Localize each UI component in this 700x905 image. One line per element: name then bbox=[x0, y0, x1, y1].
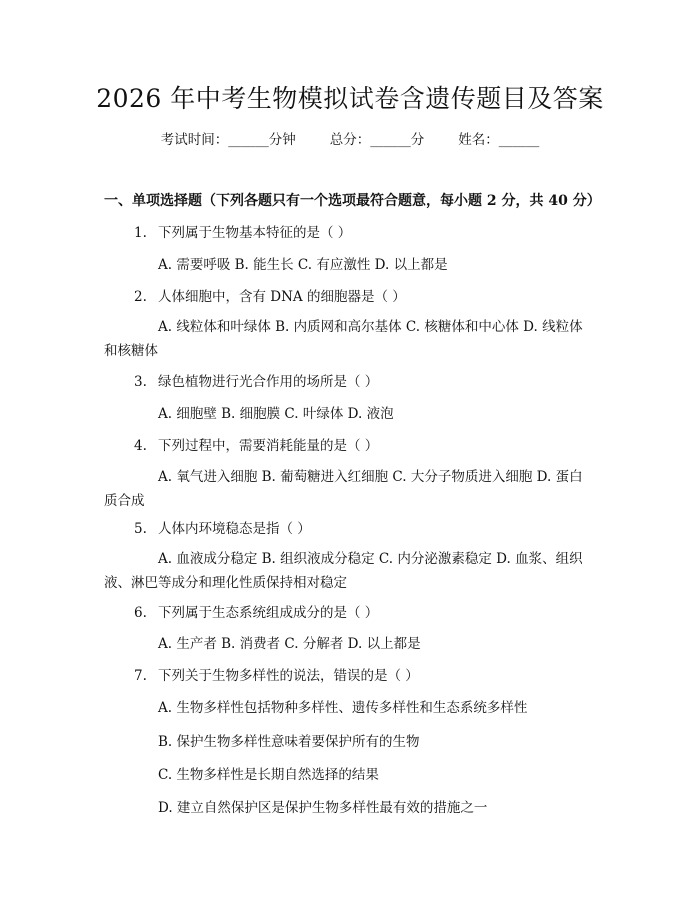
question-number: 4. bbox=[134, 438, 147, 454]
total-score-field: 总分：______分 bbox=[329, 132, 425, 148]
question-text: 下列过程中，需要消耗能量的是（ ） bbox=[158, 438, 379, 454]
question-7-option-c: C. 生物多样性是长期自然选择的结果 bbox=[158, 767, 379, 783]
question-number: 5. bbox=[134, 521, 147, 537]
question-7-option-b: B. 保护生物多样性意味着要保护所有的生物 bbox=[158, 734, 420, 750]
question-number: 3. bbox=[134, 374, 147, 390]
section-heading: 一、单项选择题（下列各题只有一个选项最符合题意，每小题 2 分，共 40 分） bbox=[104, 193, 601, 209]
question-4 bbox=[134, 436, 378, 456]
question-4-options: A. 氧气进入细胞 B. 葡萄糖进入红细胞 C. 大分子物质进入细胞 D. 蛋白质合成 bbox=[104, 469, 583, 509]
question-6-options: A. 生产者 B. 消费者 C. 分解者 D. 以上都是 bbox=[158, 636, 421, 652]
question-number: 2. bbox=[134, 289, 147, 305]
question-text: 下列关于生物多样性的说法，错误的是（ ） bbox=[158, 668, 419, 684]
question-text: 绿色植物进行光合作用的场所是（ ） bbox=[158, 374, 379, 390]
question-6 bbox=[134, 603, 378, 623]
question-number: 1. bbox=[134, 225, 147, 241]
question-number: 6. bbox=[134, 605, 147, 621]
question-2-options: A. 线粒体和叶绿体 B. 内质网和高尔基体 C. 核糖体和中心体 D. 线粒体和核糖体 bbox=[104, 319, 583, 359]
exam-title: 2026 年中考生物模拟试卷含遗传题目及答案 bbox=[96, 84, 604, 113]
question-7 bbox=[134, 666, 419, 686]
student-name-field: 姓名：______ bbox=[458, 132, 540, 148]
question-number: 7. bbox=[134, 668, 147, 684]
question-3-options: A. 细胞壁 B. 细胞膜 C. 叶绿体 D. 液泡 bbox=[158, 406, 394, 422]
question-text: 下列属于生物基本特征的是（ ） bbox=[158, 225, 352, 241]
question-2 bbox=[134, 287, 406, 307]
question-3 bbox=[134, 372, 378, 392]
question-7-option-a: A. 生物多样性包括物种多样性、遗传多样性和生态系统多样性 bbox=[158, 700, 528, 716]
question-5-options: A. 血液成分稳定 B. 组织液成分稳定 C. 内分泌激素稳定 D. 血浆、组织液、淋巴等成分和理化性质保持相对稳定 bbox=[104, 551, 583, 591]
question-5 bbox=[134, 519, 311, 539]
question-1 bbox=[134, 223, 351, 243]
question-1-options: A. 需要呼吸 B. 能生长 C. 有应激性 D. 以上都是 bbox=[158, 257, 448, 273]
question-7-option-d: D. 建立自然保护区是保护生物多样性最有效的措施之一 bbox=[158, 800, 488, 816]
question-text: 人体细胞中，含有 DNA 的细胞器是（ ） bbox=[158, 289, 406, 305]
question-text: 下列属于生态系统组成成分的是（ ） bbox=[158, 605, 379, 621]
exam-time-field: 考试时间：______分钟 bbox=[160, 132, 296, 148]
exam-meta bbox=[0, 130, 700, 150]
question-text: 人体内环境稳态是指（ ） bbox=[158, 521, 311, 537]
